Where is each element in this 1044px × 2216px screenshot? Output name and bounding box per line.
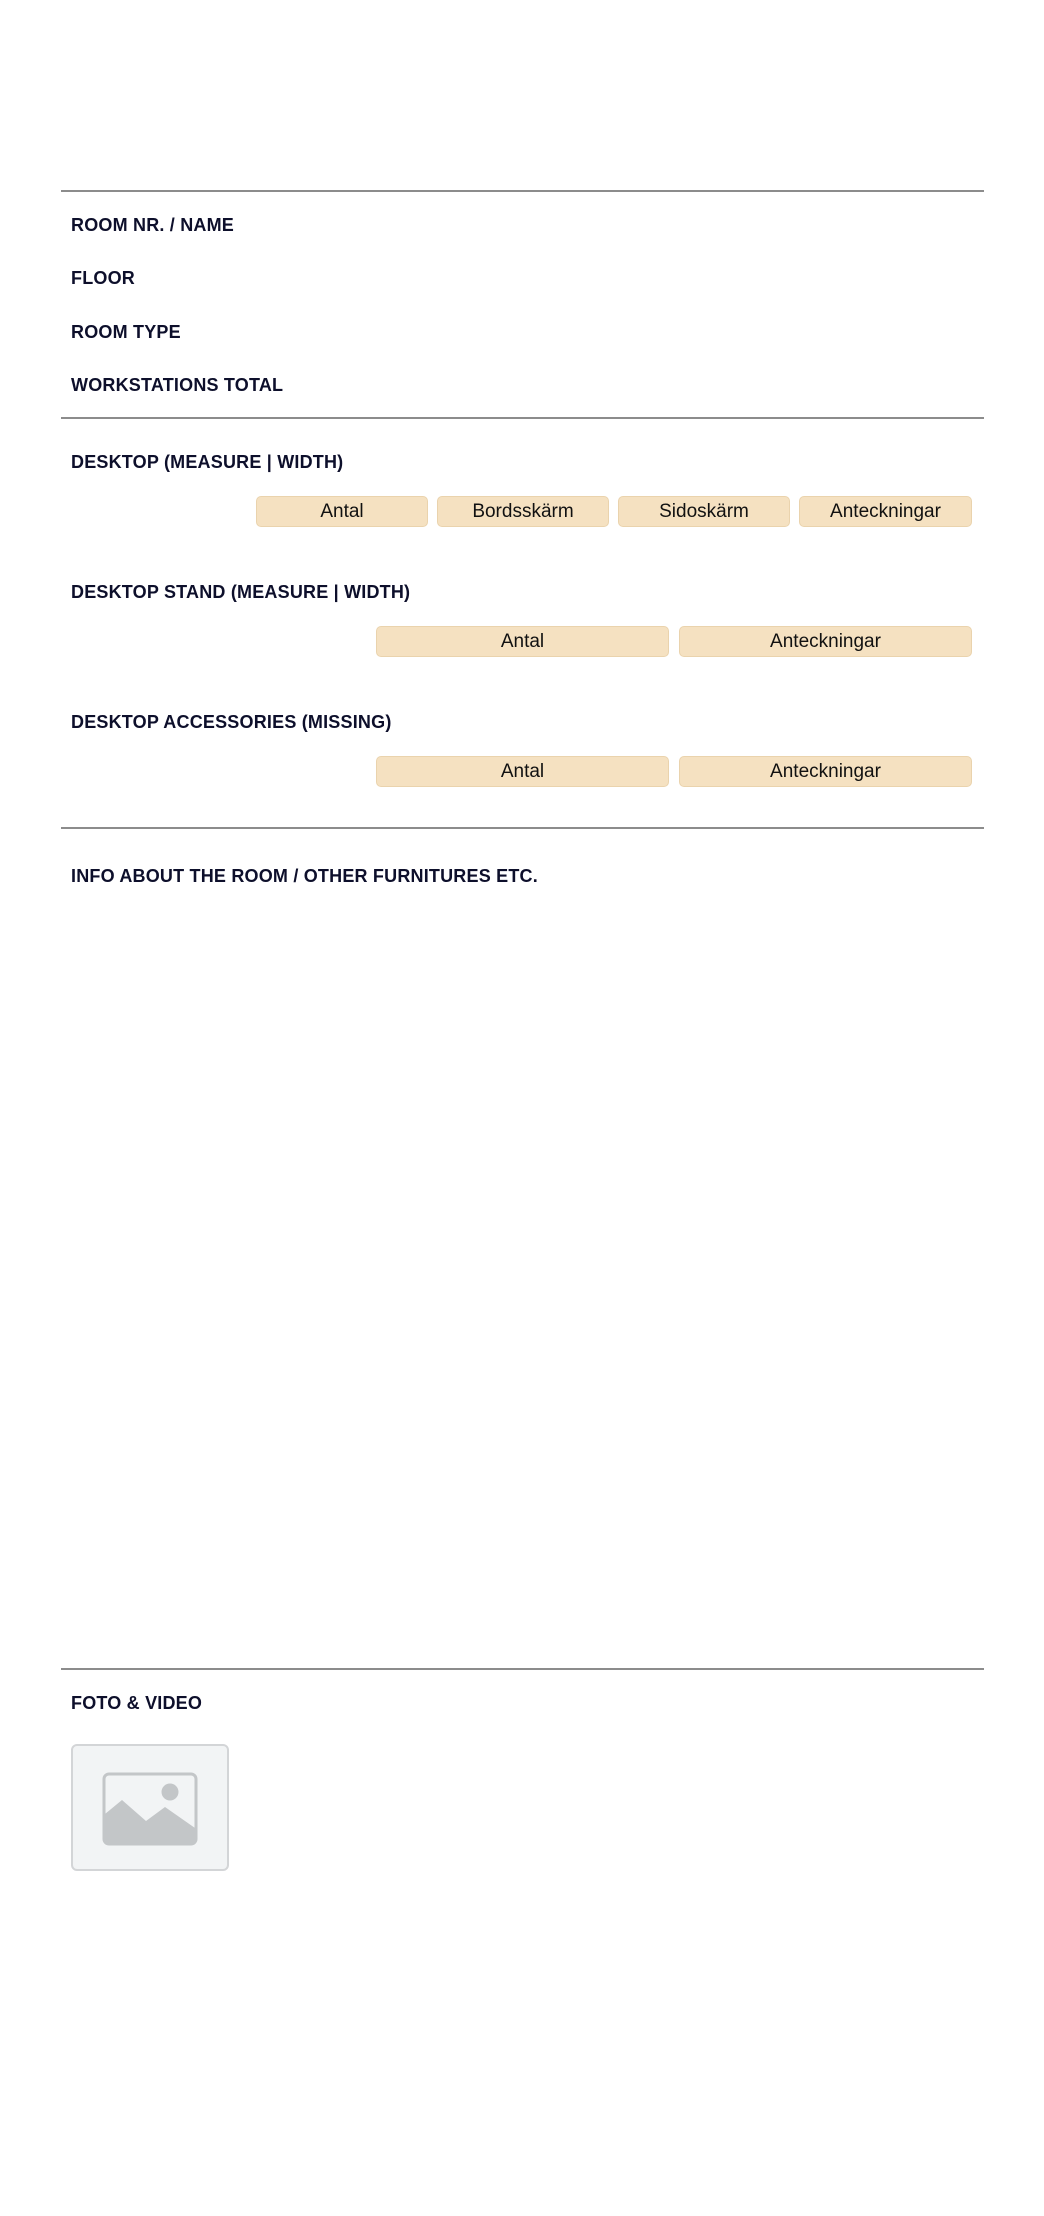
room-name-label: ROOM NR. / NAME	[71, 215, 234, 235]
divider-info	[61, 827, 984, 829]
desktop-column-anteckningar[interactable]: Anteckningar	[799, 496, 972, 527]
floor-label: FLOOR	[71, 268, 135, 288]
desktop-accessories-column-antal[interactable]: Antal	[376, 756, 669, 787]
desktop-label: DESKTOP (MEASURE | WIDTH)	[71, 452, 344, 472]
desktop-column-sidoskarm[interactable]: Sidoskärm	[618, 496, 790, 527]
desktop-accessories-column-anteckningar[interactable]: Anteckningar	[679, 756, 972, 787]
room-type-label: ROOM TYPE	[71, 322, 181, 342]
image-placeholder-icon	[102, 1772, 198, 1846]
desktop-stand-column-anteckningar[interactable]: Anteckningar	[679, 626, 972, 657]
foto-video-label: FOTO & VIDEO	[71, 1693, 203, 1713]
divider-top	[61, 190, 984, 192]
desktop-stand-label: DESKTOP STAND (MEASURE | WIDTH)	[71, 582, 411, 602]
workstations-total-label: WORKSTATIONS TOTAL	[71, 375, 284, 395]
room-info-label: INFO ABOUT THE ROOM / OTHER FURNITURES ETC.	[71, 866, 538, 886]
desktop-column-bordsskarm[interactable]: Bordsskärm	[437, 496, 609, 527]
desktop-column-antal[interactable]: Antal	[256, 496, 428, 527]
divider-desktop	[61, 417, 984, 419]
desktop-accessories-label: DESKTOP ACCESSORIES (MISSING)	[71, 712, 392, 732]
desktop-stand-column-antal[interactable]: Antal	[376, 626, 669, 657]
divider-media	[61, 1668, 984, 1670]
photo-placeholder-tile[interactable]	[71, 1744, 229, 1871]
